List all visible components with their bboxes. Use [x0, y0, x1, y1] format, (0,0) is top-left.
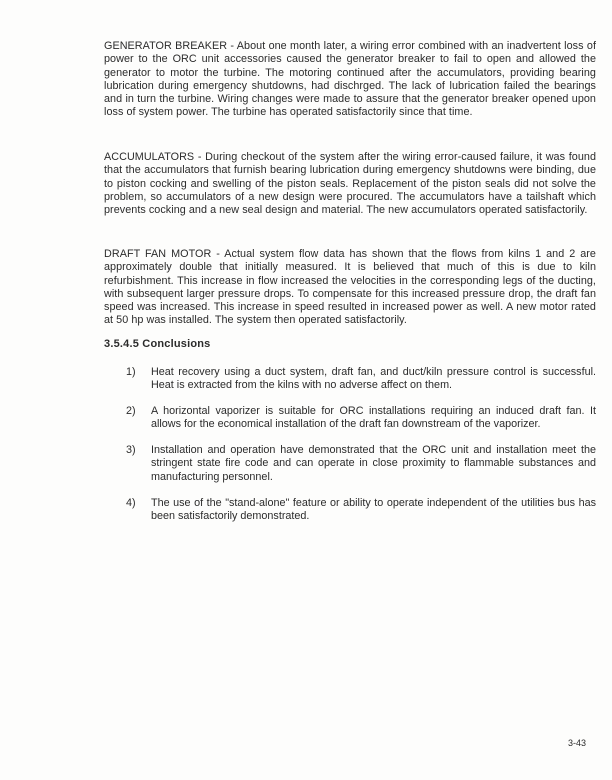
paragraph-accumulators: ACCUMULATORS - During checkout of the system after the wiring error-caused failure, it was found that the accumulators that furnish bearing lubrication during emergency shutdowns were binding, due to piston cocking and swelling of the piston seals. Replacement of the piston seals did not solve the problem, so accumulators of a new design were procured. The accumulators have a tailshaft which prevents cocking and a new seal design and material. The new accumulators operated satisfactorily.	[104, 151, 596, 217]
list-item-number: 3)	[126, 444, 136, 456]
paragraph-draft-fan-motor: DRAFT FAN MOTOR - Actual system flow data has shown that the flows from kilns 1 and 2 are approximately double that initially measured. It is believed that much of this is due to kiln refurbishment. This increase in flow increased the velocities in the corresponding legs of the ducting, with subsequent larger pressure drops. To compensate for this increased pressure drop, the draft fan speed was increased. This increase in speed resulted in increased power as well. A new motor rated at 50 hp was installed. The system then operated satisfactorily.	[104, 248, 596, 327]
list-item-text: Heat recovery using a duct system, draft fan, and duct/kiln pressure control is successful. Heat is extracted from the kilns with no adverse affect on them.	[151, 366, 596, 392]
list-item-text: A horizontal vaporizer is suitable for ORC installations requiring an induced draft fan. It allows for the economical installation of the draft fan downstream of the vaporizer.	[151, 405, 596, 431]
list-item-number: 4)	[126, 497, 136, 509]
page-number: 3-43	[568, 738, 587, 748]
list-item-text: The use of the "stand-alone" feature or ability to operate independent of the utilities bus has been satisfactorily demonstrated.	[151, 497, 596, 523]
list-item-number: 2)	[126, 405, 136, 417]
paragraph-generator-breaker: GENERATOR BREAKER - About one month later, a wiring error combined with an inadvertent loss of power to the ORC unit accessories caused the generator breaker to fail to open and allowed the generator to motor the turbine. The motoring continued after the accumulators, providing bearing lubrication during emergency shutdowns, had dischrged. The lack of lubrication failed the bearings and in turn the turbine. Wiring changes were made to assure that the generator breaker opened upon loss of system power. The turbine has operated satisfactorily since that time.	[104, 40, 596, 119]
list-item-text: Installation and operation have demonstrated that the ORC unit and installation meet the stringent state fire code and can operate in close proximity to flammable substances and manufacturing personnel.	[151, 444, 596, 483]
section-heading-conclusions: 3.5.4.5 Conclusions	[104, 338, 211, 350]
list-item-number: 1)	[126, 366, 136, 378]
